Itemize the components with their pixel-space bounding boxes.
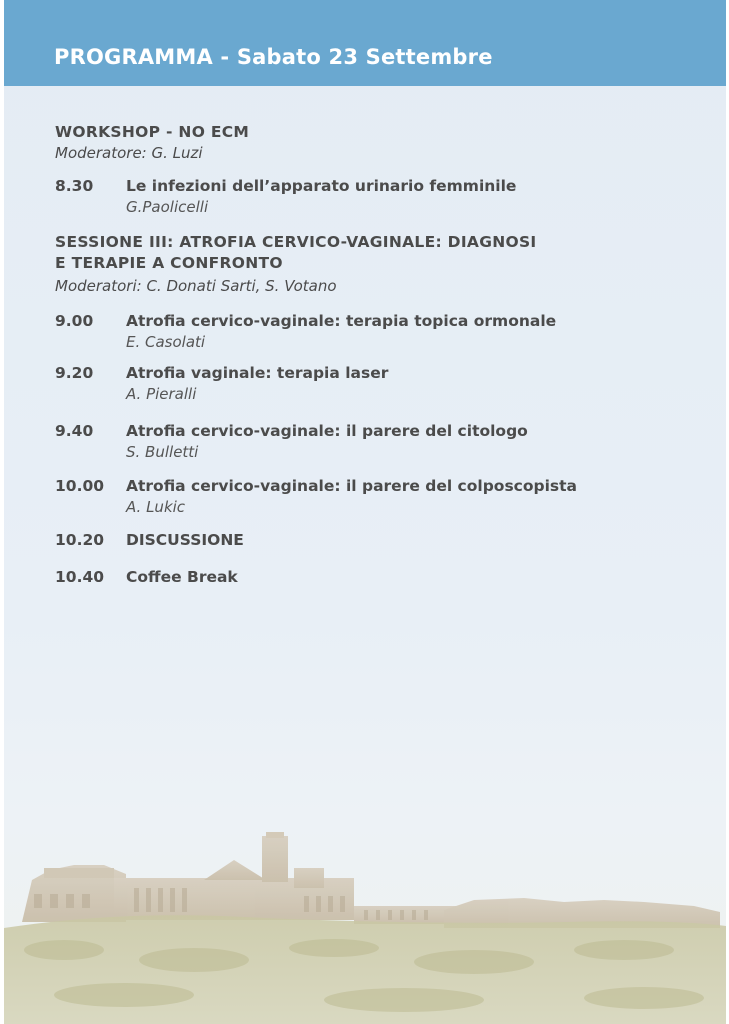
program-item [55,567,675,588]
item-title: Atrofia cervico-vaginale: terapia topica ormonale [126,312,557,330]
session-moderator: Moderatori: C. Donati Sarti, S. Votano [55,277,337,295]
page-title: PROGRAMMA - Sabato 23 Settembre [54,45,493,69]
session-title-line1: SESSIONE III: ATROFIA CERVICO-VAGINALE: DIAGNOSI [55,233,537,251]
session-section [55,232,675,296]
session-title-line2: E TERAPIE A CONFRONTO [55,254,283,272]
item-title: Atrofia cervico-vaginale: il parere del colposcopista [126,477,578,495]
item-time: 10.00 [55,477,105,495]
program-content [55,122,675,588]
header-banner [4,0,726,86]
program-item [55,530,675,551]
basilica-landscape-image [4,810,726,1024]
item-speaker: A. Lukic [126,498,186,516]
item-time: 10.40 [55,568,105,586]
program-item [55,311,675,353]
workshop-moderator: Moderatore: G. Luzi [55,144,203,162]
item-speaker: S. Bulletti [126,443,199,461]
workshop-title: WORKSHOP - NO ECM [55,123,250,141]
program-item [55,421,675,463]
workshop-section [55,122,675,163]
program-item [55,476,675,518]
item-time: 9.20 [55,364,94,382]
program-item [55,363,675,405]
item-time: 10.20 [55,531,105,549]
item-title: Atrofia vaginale: terapia laser [126,364,389,382]
item-time: 8.30 [55,177,94,195]
item-speaker: A. Pieralli [126,385,197,403]
item-speaker: E. Casolati [126,333,206,351]
item-title: Atrofia cervico-vaginale: il parere del citologo [126,422,528,440]
item-time: 9.00 [55,312,94,330]
program-item [55,176,675,218]
item-speaker: G.Paolicelli [126,198,209,216]
program-page [4,0,726,1024]
item-title: DISCUSSIONE [126,531,244,549]
item-title: Le infezioni dell’apparato urinario femminile [126,177,517,195]
item-time: 9.40 [55,422,94,440]
item-title: Coffee Break [126,568,238,586]
